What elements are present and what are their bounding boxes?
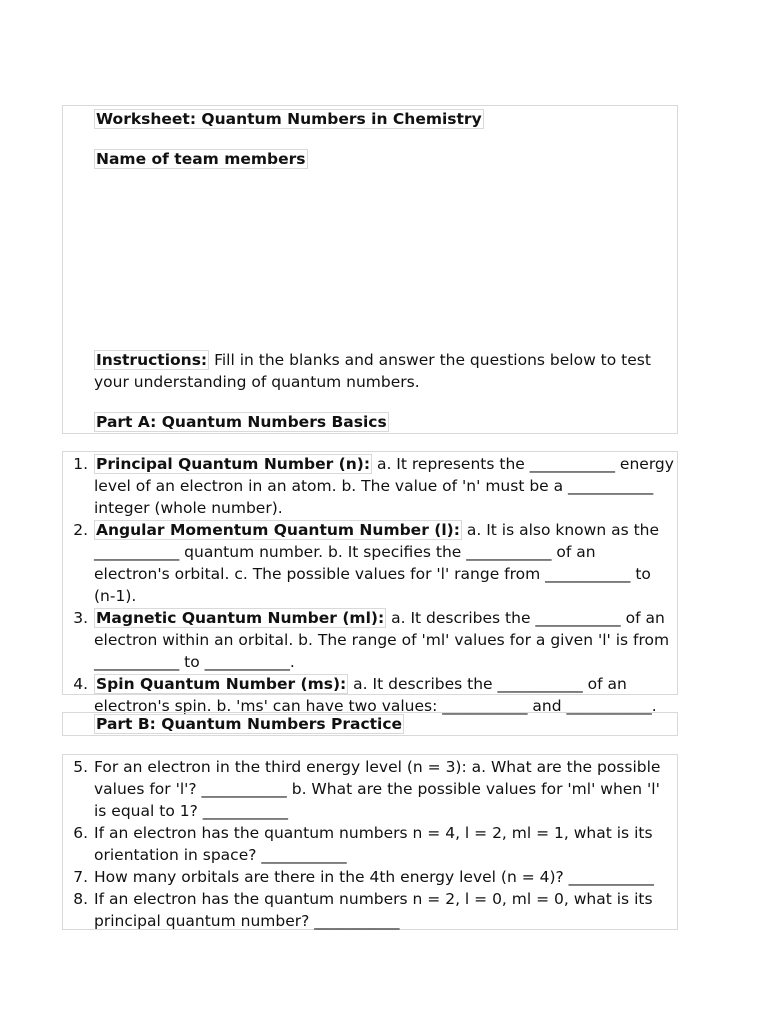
worksheet-title: Worksheet: Quantum Numbers in Chemistry bbox=[96, 110, 482, 128]
list-item bbox=[63, 756, 674, 822]
item-text: How many orbitals are there in the 4th energy level (n = 4)? ___________ bbox=[94, 868, 654, 886]
item-text: a. It describes the ___________ of an electron's spin. b. 'ms' can have two values: ___________ and ___________. bbox=[94, 675, 657, 715]
header-block bbox=[62, 105, 678, 434]
item-text: For an electron in the third energy level (n = 3): a. What are the possible values for 'l'? ___________ b. What are the possible values for 'ml' when 'l' is equal to 1? ___________ bbox=[94, 758, 661, 820]
instructions-paragraph bbox=[94, 349, 676, 393]
item-number: 2. bbox=[73, 521, 88, 539]
part-a-title-line bbox=[94, 411, 676, 433]
part-b-list bbox=[63, 756, 677, 932]
item-text: a. It is also known as the ___________ quantum number. b. It specifies the ___________ of an electron's orbital. c. The possible values for 'l' range from ___________ to (n-1). bbox=[94, 521, 660, 605]
item-number: 5. bbox=[73, 758, 88, 776]
list-item bbox=[63, 822, 674, 866]
item-number: 6. bbox=[73, 824, 88, 842]
part-b-list-block bbox=[62, 754, 678, 930]
item-text: If an electron has the quantum numbers n = 4, l = 2, ml = 1, what is its orientation in space? ___________ bbox=[94, 824, 653, 864]
item-number: 1. bbox=[73, 455, 88, 473]
item-number: 8. bbox=[73, 890, 88, 908]
item-number: 7. bbox=[73, 868, 88, 886]
list-item bbox=[63, 866, 674, 888]
part-a-list-block bbox=[62, 451, 678, 715]
team-members-line bbox=[94, 148, 676, 170]
item-term: Spin Quantum Number (ms): bbox=[96, 675, 347, 693]
list-item bbox=[63, 607, 674, 673]
item-text: a. It represents the ___________ energy level of an electron in an atom. b. The value of 'n' must be a ___________ integer (whole number). bbox=[94, 455, 674, 517]
list-item bbox=[63, 888, 674, 932]
worksheet-title-line bbox=[94, 108, 676, 130]
item-term: Principal Quantum Number (n): bbox=[96, 455, 371, 473]
instructions-text: Fill in the blanks and answer the questions below to test your understanding of quantum numbers. bbox=[94, 351, 651, 391]
item-term: Angular Momentum Quantum Number (l): bbox=[96, 521, 460, 539]
part-a-list bbox=[63, 453, 677, 717]
team-members-label: Name of team members bbox=[96, 150, 306, 168]
item-text: If an electron has the quantum numbers n = 2, l = 0, ml = 0, what is its principal quantum number? ___________ bbox=[94, 890, 653, 930]
part-a-title: Part A: Quantum Numbers Basics bbox=[96, 413, 387, 431]
item-number: 3. bbox=[73, 609, 88, 627]
list-item bbox=[63, 453, 674, 519]
part-b-title: Part B: Quantum Numbers Practice bbox=[96, 715, 403, 733]
list-item bbox=[63, 673, 674, 717]
item-text: a. It describes the ___________ of an electron within an orbital. b. The range of 'ml' values for a given 'l' is from ___________ to ___________. bbox=[94, 609, 670, 671]
list-item bbox=[63, 519, 674, 607]
instructions-label: Instructions: bbox=[96, 351, 208, 369]
part-b-title-line bbox=[94, 713, 676, 735]
item-number: 4. bbox=[73, 675, 88, 693]
part-b-title-block bbox=[62, 712, 678, 736]
item-term: Magnetic Quantum Number (ml): bbox=[96, 609, 385, 627]
